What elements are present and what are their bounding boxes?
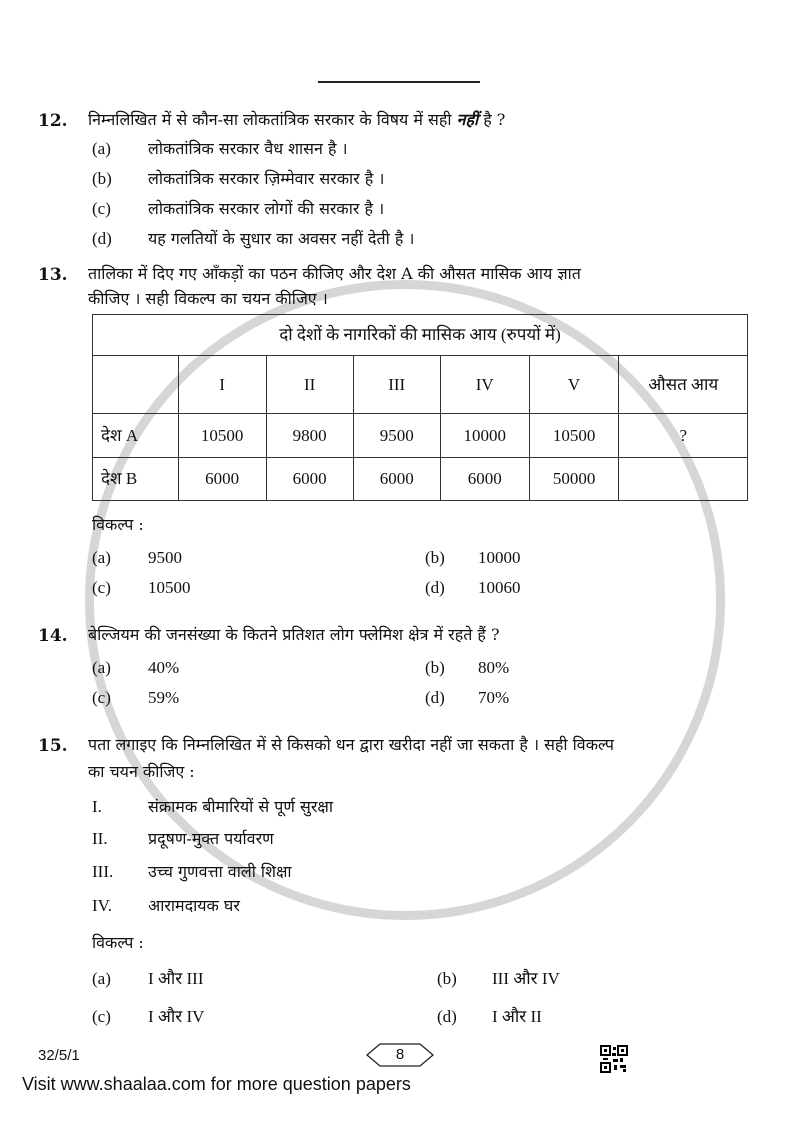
item-text: उच्च गुणवत्ता वाली शिक्षा [148,862,292,881]
cell: 9800 [266,414,353,458]
option-text: यह गलतियों के सुधार का अवसर नहीं देती है । [148,229,415,248]
question-text: का चयन कीजिए : [88,762,195,781]
item-text: प्रदूषण-मुक्त पर्यावरण [148,829,274,848]
option-label: (a) [92,969,111,988]
header-cell: V [529,356,619,414]
option-label: (d) [92,229,112,248]
question-number: 14. [38,626,68,646]
option-text: लोकतांत्रिक सरकार लोगों की सरकार है । [148,199,385,218]
option-text: III और IV [492,969,560,988]
cell: 10500 [529,414,619,458]
cell: 6000 [266,458,353,501]
option-text: 10000 [478,548,521,567]
visit-link[interactable]: Visit www.shaalaa.com for more question papers [22,1074,411,1094]
header-cell: औसत आय [619,356,748,414]
question-text: बेल्जियम की जनसंख्या के कितने प्रतिशत लोग फ्लेमिश क्षेत्र में रहते हैं ? [88,625,500,644]
option-label: (d) [437,1007,457,1026]
item-text: संक्रामक बीमारियों से पूर्ण सुरक्षा [148,797,334,816]
item-label: IV. [92,896,112,915]
option-text: 80% [478,658,510,677]
emphasis: नहीं [456,110,479,129]
header-cell: I [178,356,266,414]
option-text: I और III [148,969,204,988]
cell: 50000 [529,458,619,501]
income-table [92,314,748,501]
row-header: देश A [93,414,179,458]
table-row [93,458,748,501]
item-label: III. [92,862,114,881]
top-divider [318,81,480,83]
row-header: देश B [93,458,179,501]
cell: 6000 [353,458,440,501]
page-number: 8 [395,1046,405,1063]
cell [619,458,748,501]
option-text: I और II [492,1007,542,1026]
option-text: 10500 [148,578,191,597]
cell: 10500 [178,414,266,458]
option-label: (a) [92,658,111,677]
question-number: 13. [38,265,68,285]
option-label: (b) [425,658,445,677]
option-label: (a) [92,548,111,567]
paper-code: 32/5/1 [38,1047,80,1064]
option-label: (c) [92,199,111,218]
option-text: 9500 [148,548,182,567]
qr-code-icon [600,1045,628,1073]
options-heading: विकल्प : [92,933,144,952]
text: है ? [478,110,506,129]
question-number: 15. [38,736,68,756]
option-label: (c) [92,1007,111,1026]
table-row [93,414,748,458]
option-label: (b) [425,548,445,567]
cell: 10000 [440,414,529,458]
option-label: (c) [92,578,111,597]
question-text: तालिका में दिए गए आँकड़ों का पठन कीजिए और देश A की औसत मासिक आय ज्ञात [88,264,581,283]
question-number: 12. [38,111,68,131]
option-text: 70% [478,688,510,707]
option-label: (a) [92,139,111,158]
item-text: आरामदायक घर [148,896,240,915]
option-text: 40% [148,658,180,677]
item-label: I. [92,797,102,816]
options-heading: विकल्प : [92,515,144,534]
option-label: (b) [437,969,457,988]
question-text: पता लगाइए कि निम्नलिखित में से किसको धन द्वारा खरीदा नहीं जा सकता है । सही विकल्प [88,735,614,754]
cell: 9500 [353,414,440,458]
option-text: लोकतांत्रिक सरकार ज़िम्मेवार सरकार है । [148,169,385,188]
header-cell: III [353,356,440,414]
option-label: (b) [92,169,112,188]
option-label: (c) [92,688,111,707]
header-cell: IV [440,356,529,414]
cell: 6000 [440,458,529,501]
table-title: दो देशों के नागरिकों की मासिक आय (रुपयों में) [93,315,748,356]
question-text: कीजिए । सही विकल्प का चयन कीजिए । [88,289,328,308]
header-cell: II [266,356,353,414]
header-cell [93,356,179,414]
option-text: I और IV [148,1007,205,1026]
cell: 6000 [178,458,266,501]
option-label: (d) [425,578,445,597]
question-text [88,109,505,131]
text: निम्नलिखित में से कौन-सा लोकतांत्रिक सरकार के विषय में सही [88,110,457,129]
option-text: 10060 [478,578,521,597]
option-label: (d) [425,688,445,707]
item-label: II. [92,829,108,848]
cell: ? [619,414,748,458]
option-text: लोकतांत्रिक सरकार वैध शासन है । [148,139,348,158]
option-text: 59% [148,688,180,707]
